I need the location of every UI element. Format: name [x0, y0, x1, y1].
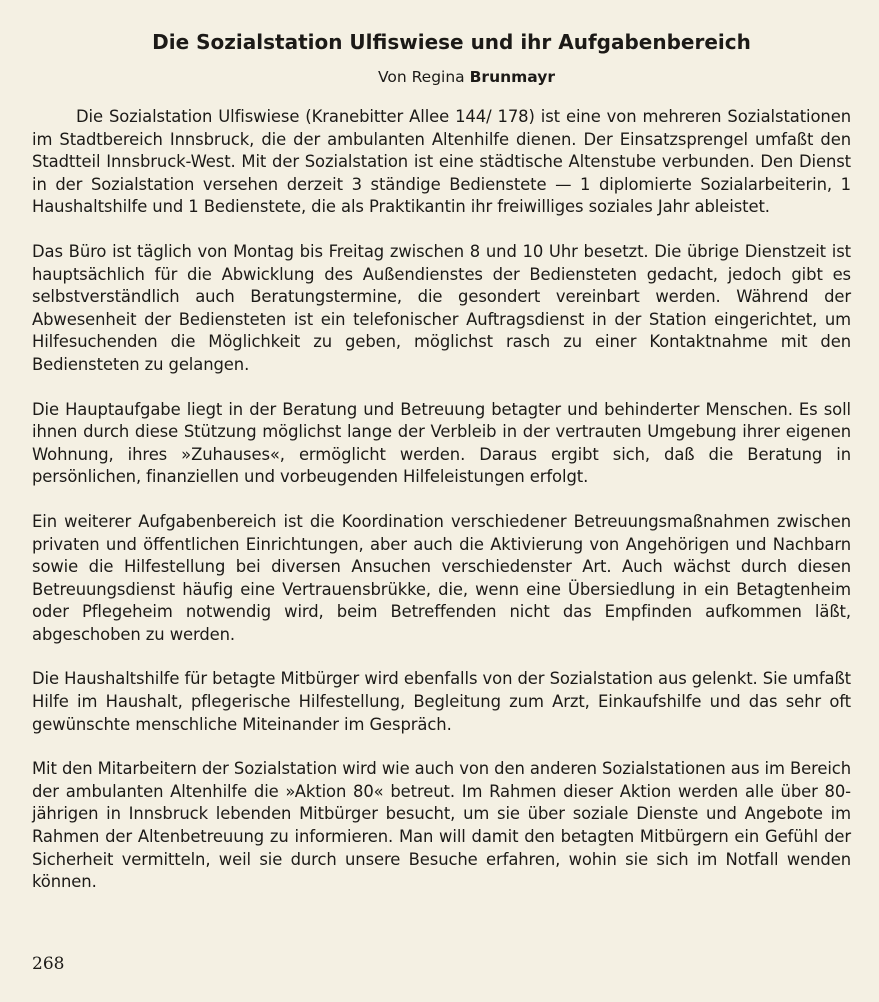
paragraph: Das Büro ist täglich von Montag bis Freitag zwischen 8 und 10 Uhr besetzt. Die übrige Dienstzeit ist hauptsächlich für die Abwicklung des Außendienstes der Bediensteten gedacht, jedoch gibt es selbstverständlich auch Beratungstermine, die gesondert vereinbart werden. Während der Abwesenheit der Bediensteten ist ein telefonischer Auftragsdienst in der Station eingerichtet, um Hilfesuchenden die Möglichkeit zu geben, möglichst rasch zu einer Kontaktnahme mit den Bediensteten zu gelangen. [32, 241, 851, 374]
page-number: 268 [32, 954, 65, 974]
byline [32, 66, 851, 88]
paragraph: Die Sozialstation Ulfiswiese (Kranebitter Allee 144/ 178) ist eine von mehreren Sozialstationen im Stadtbereich Innsbruck, die der ambulanten Altenhilfe dienen. Der Einsatzsprengel umfaßt den Stadtteil Innsbruck-West. Mit der Sozialstation ist eine städtische Altenstube verbunden. Den Dienst in der Sozialstation versehen derzeit 3 ständige Bedienstete — 1 diplomierte Sozialarbeiterin, 1 Haushaltshilfe und 1 Bedienstete, die als Praktikantin ihr freiwilliges soziales Jahr ableistet. [32, 107, 851, 217]
paragraph: Die Hauptaufgabe liegt in der Beratung und Betreuung betagter und behinderter Menschen. Es soll ihnen durch diese Stützung möglichst lange der Verbleib in der vertrauten Umgebung ihrer eigenen Wohnung, ihres »Zuhauses«, ermöglicht werden. Daraus ergibt sich, daß die Beratung in persönlichen, finanziellen und vorbeugenden Hilfeleistungen erfolgt. [32, 399, 851, 487]
paragraph: Mit den Mitarbeitern der Sozialstation wird wie auch von den anderen Sozialstationen aus im Bereich der ambulanten Altenhilfe die »Aktion 80« betreut. Im Rahmen dieser Aktion werden alle über 80-jährigen in Innsbruck lebenden Mitbürger besucht, um sie über soziale Dienste und Angebote im Rahmen der Altenbetreuung zu informieren. Man will damit den betagten Mitbürgern ein Gefühl der Sicherheit vermitteln, weil sie durch unsere Besuche erfahren, wohin sie sich im Notfall wenden können. [32, 759, 851, 892]
paragraph: Die Haushaltshilfe für betagte Mitbürger wird ebenfalls von der Sozialstation aus gelenkt. Sie umfaßt Hilfe im Haushalt, pflegerische Hilfestellung, Begleitung zum Arzt, Einkaufshilfe und das sehr oft gewünschte menschliche Miteinander im Gespräch. [32, 669, 851, 734]
byline-prefix: Von Regina [377, 68, 465, 86]
article-body [32, 106, 851, 894]
page-title: Die Sozialstation Ulfiswiese und ihr Aufgabenbereich [152, 30, 751, 54]
byline-author: Brunmayr [469, 68, 556, 86]
paragraph: Ein weiterer Aufgabenbereich ist die Koordination verschiedener Betreuungsmaßnahmen zwischen privaten und öffentlichen Einrichtungen, aber auch die Aktivierung von Angehörigen und Nachbarn sowie die Hilfestellung bei diversen Ansuchen verschiedenster Art. Auch wächst durch diesen Betreuungsdienst häufig eine Vertrauensbrükke, die, wenn eine Übersiedlung in ein Betagtenheim oder Pflegeheim notwendig wird, beim Betreffenden nicht das Empfinden aufkommen läßt, abgeschoben zu werden. [32, 511, 851, 644]
